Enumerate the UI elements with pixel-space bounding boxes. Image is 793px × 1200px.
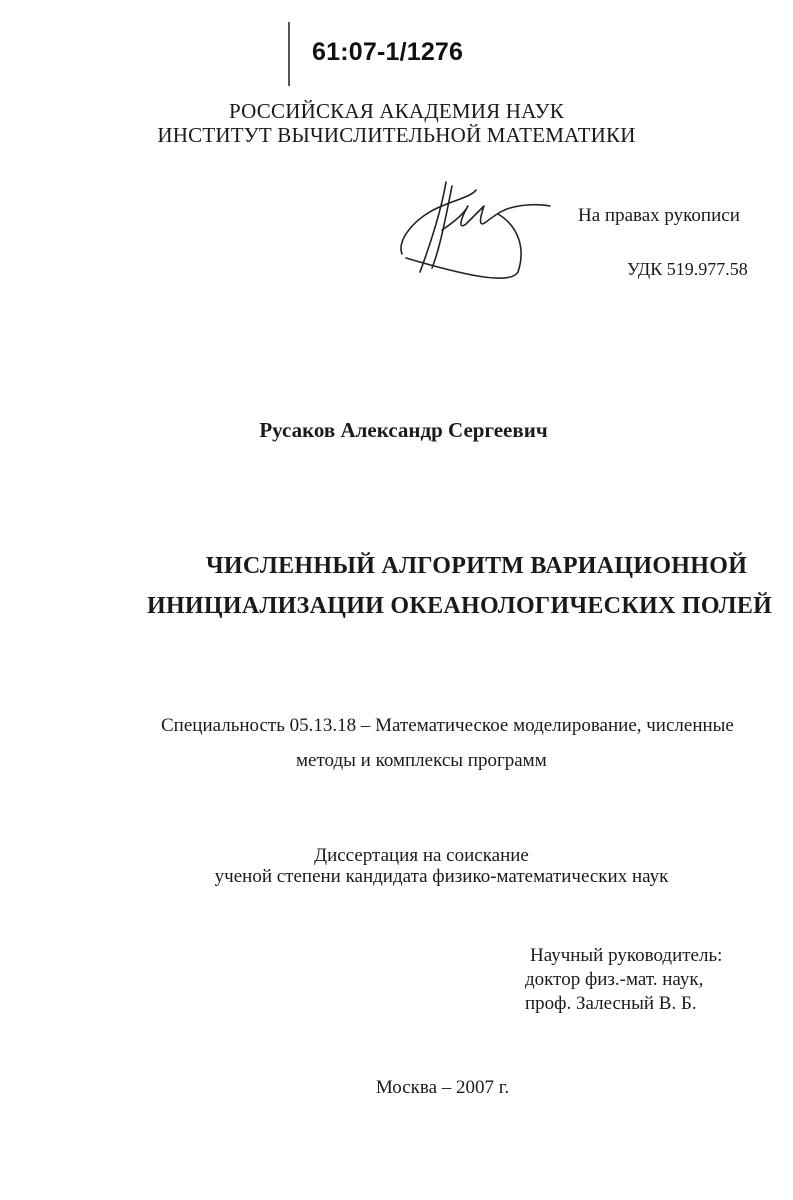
manuscript-note: На правах рукописи <box>578 205 740 226</box>
supervisor-name: проф. Залесный В. Б. <box>525 993 697 1014</box>
organization-line-2: ИНСТИТУТ ВЫЧИСЛИТЕЛЬНОЙ МАТЕМАТИКИ <box>157 123 636 147</box>
udc-code: УДК 519.977.58 <box>627 259 748 279</box>
specialty-line-2: методы и комплексы программ <box>296 750 547 771</box>
organization-line-1: РОССИЙСКАЯ АКАДЕМИЯ НАУК <box>229 99 564 123</box>
handwritten-signature <box>394 176 554 288</box>
degree-line-2: ученой степени кандидата физико-математических наук <box>214 866 669 887</box>
title-line-2: ИНИЦИАЛИЗАЦИИ ОКЕАНОЛОГИЧЕСКИХ ПОЛЕЙ <box>147 593 773 619</box>
author-name: Русаков Александр Сергеевич <box>259 418 548 442</box>
archive-number: 61:07-1/1276 <box>312 38 464 66</box>
title-line-1: ЧИСЛЕННЫЙ АЛГОРИТМ ВАРИАЦИОННОЙ <box>206 553 748 579</box>
place-year: Москва – 2007 г. <box>375 1077 510 1098</box>
specialty-line-1: Специальность 05.13.18 – Математическое моделирование, численные <box>161 715 734 736</box>
supervisor-degree: доктор физ.-мат. наук, <box>525 969 704 990</box>
degree-line-1: Диссертация на соискание <box>314 845 529 866</box>
archive-stamp-line <box>288 22 290 86</box>
supervisor-label: Научный руководитель: <box>530 945 723 966</box>
